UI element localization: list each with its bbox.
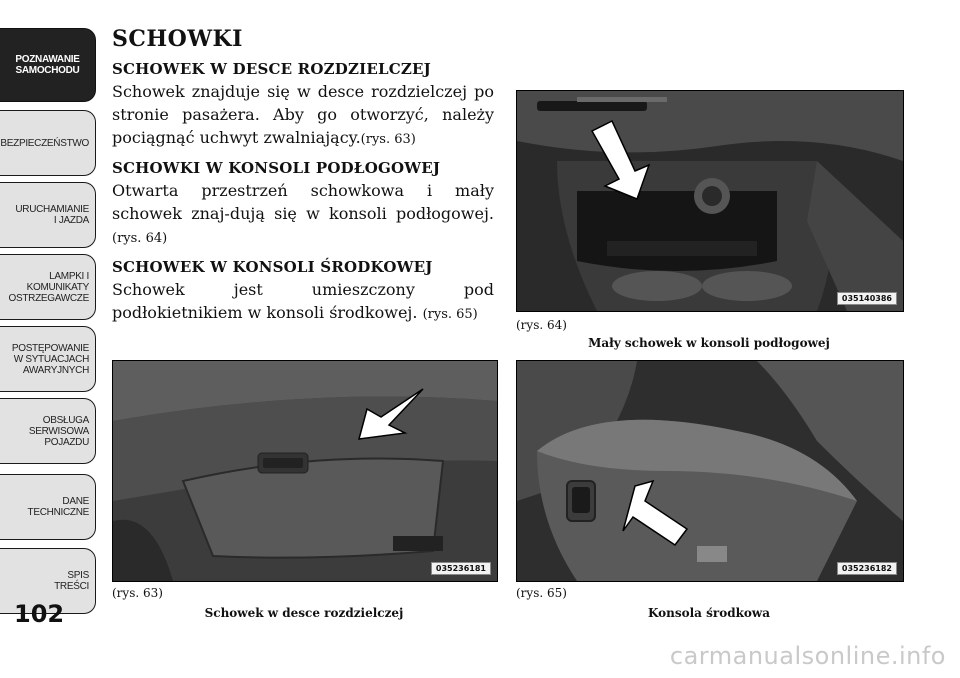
- figure-65-caption: Konsola środkowa: [647, 606, 771, 620]
- glovebox-illustration: [113, 361, 497, 581]
- tab-postepowanie-awaryjne[interactable]: POSTĘPOWANIE W SYTUACJACH AWARYJNYCH: [0, 326, 96, 392]
- section-text-floor-console: Otwarta przestrzeń schowkowa i mały schowek znaj-dują się w konsoli podłogowej.(rys. 64): [112, 181, 494, 246]
- tab-uruchamianie-i-jazda[interactable]: URUCHAMIANIE I JAZDA: [0, 182, 96, 248]
- photo-code-label: 035236182: [837, 562, 897, 575]
- figure-63-caption: Schowek w desce rozdzielczej: [204, 606, 404, 620]
- tab-obsluga-serwisowa[interactable]: OBSŁUGA SERWISOWA POJAZDU: [0, 398, 96, 464]
- figure-63-glovebox-photo: [112, 360, 498, 582]
- tab-poznawanie-samochodu[interactable]: POZNAWANIE SAMOCHODU: [0, 28, 96, 102]
- page-number: 102: [14, 600, 65, 628]
- watermark: carmanualsonline.info: [669, 642, 946, 670]
- figure-64-caption: Mały schowek w konsoli podłogowej: [588, 336, 830, 350]
- tab-spis-tresci[interactable]: SPIS TREŚCI: [0, 548, 96, 614]
- page-title: SCHOWKI: [112, 26, 243, 52]
- figure-64-floor-console-photo: [516, 90, 904, 312]
- tab-lampki-i-komunikaty[interactable]: LAMPKI I KOMUNIKATY OSTRZEGAWCZE: [0, 254, 96, 320]
- photo-code-label: 035140386: [837, 292, 897, 305]
- figure-65-center-console-photo: [516, 360, 904, 582]
- section-text-dashboard-glovebox: Schowek znajduje się w desce rozdzielczej po stronie pasażera. Aby go otworzyć, należy pociągnąć uchwyt zwalniający.(rys. 63): [112, 82, 494, 147]
- section-text-center-console: Schowek jest umieszczony pod podłokietnikiem w konsoli środkowej. (rys. 65): [112, 280, 494, 322]
- tab-bezpieczenstwo[interactable]: BEZPIECZEŃSTWO: [0, 110, 96, 176]
- floor-console-illustration: [517, 91, 903, 311]
- text-column: [112, 60, 494, 334]
- center-console-illustration: [517, 361, 903, 581]
- figure-ref-65[interactable]: (rys. 65): [422, 307, 478, 322]
- tab-dane-techniczne[interactable]: DANE TECHNICZNE: [0, 474, 96, 540]
- figure-64-ref: (rys. 64): [516, 318, 567, 332]
- photo-code-label: 035236181: [431, 562, 491, 575]
- figure-63-ref: (rys. 63): [112, 586, 163, 600]
- section-heading-center-console: SCHOWEK W KONSOLI ŚRODKOWEJ: [112, 258, 433, 276]
- figure-65-ref: (rys. 65): [516, 586, 567, 600]
- figure-ref-63[interactable]: (rys. 63): [360, 132, 416, 147]
- section-heading-dashboard-glovebox: SCHOWEK W DESCE ROZDZIELCZEJ: [112, 60, 431, 78]
- figure-ref-64[interactable]: (rys. 64): [112, 231, 168, 246]
- section-heading-floor-console: SCHOWKI W KONSOLI PODŁOGOWEJ: [112, 159, 441, 177]
